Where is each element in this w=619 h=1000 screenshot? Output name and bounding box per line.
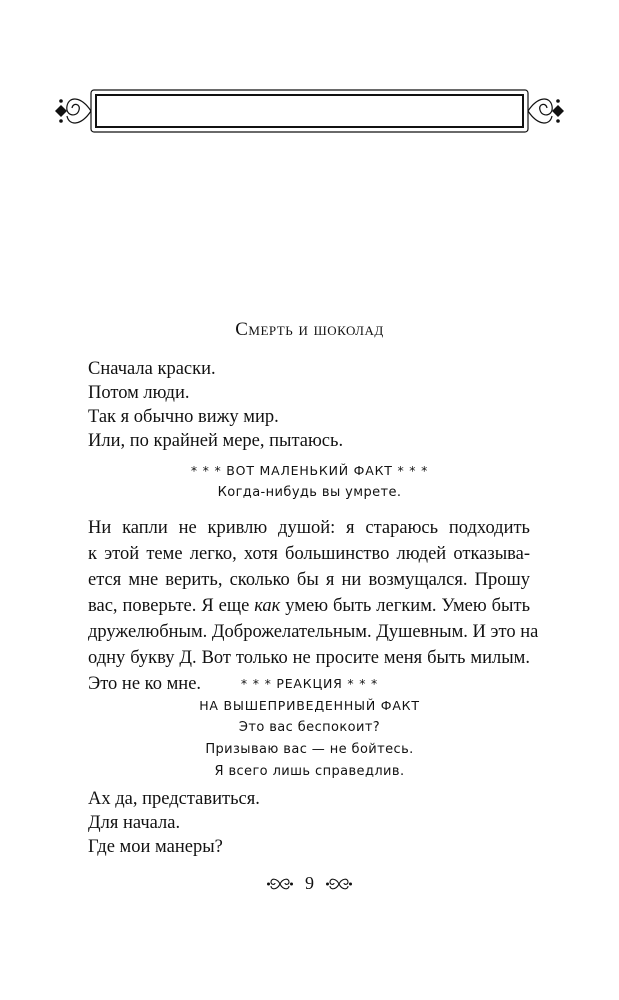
paragraph-line: дружелюбным. Доброжелательным. Душевным. И это на (88, 622, 539, 642)
page-footer (0, 873, 619, 894)
fact-heading: * * * РЕАКЦИЯ * * * (240, 676, 379, 691)
fact-heading: * * * ВОТ МАЛЕНЬКИЙ ФАКТ * * * (190, 463, 429, 478)
paragraph-line: к этой теме легко, хотя большинство людей отказыва- (88, 544, 530, 564)
paragraph-line: Ни капли не кривлю душой: я стараюсь подходить (88, 518, 530, 538)
outro-verse (88, 787, 530, 859)
intro-line: Так я обычно вижу мир. (88, 407, 279, 427)
fact-block-2 (0, 673, 619, 783)
body-paragraph (88, 515, 539, 697)
intro-verse (88, 357, 530, 453)
fact-line: Я всего лишь справедлив. (214, 764, 405, 779)
outro-line: Где мои манеры? (88, 837, 223, 857)
paragraph-line: вас, поверьте. Я еще как умею быть легким. Умею быть (88, 596, 531, 616)
intro-line: Сначала краски. (88, 359, 216, 379)
fact-line: Призываю вас — не бойтесь. (205, 742, 414, 757)
page-number: 9 (305, 873, 314, 893)
emphasis-word: как (254, 596, 281, 616)
footer-ornament-right-icon (326, 876, 352, 892)
paragraph-line: ется мне верить, сколько бы я ни возмущался. Прошу (88, 570, 530, 590)
chapter-title: Смерть и шоколад (235, 319, 384, 340)
fact-line: Это вас беспокоит? (238, 720, 381, 735)
fact-text: Когда-нибудь вы умрете. (217, 485, 402, 500)
outro-line: Для начала. (88, 813, 181, 833)
paragraph-line: одну букву Д. Вот только не просите меня быть милым. (88, 648, 530, 668)
outro-line: Ах да, представиться. (88, 789, 260, 809)
fact-block-1 (0, 460, 619, 504)
intro-line: Или, по крайней мере, пытаюсь. (88, 431, 344, 451)
header-ornament-frame (55, 86, 564, 136)
footer-ornament-left-icon (267, 876, 293, 892)
paragraph-line: Это не ко мне. (88, 674, 202, 694)
fact-subheading: НА ВЫШЕПРИВЕДЕННЫЙ ФАКТ (199, 698, 420, 713)
intro-line: Потом люди. (88, 383, 190, 403)
